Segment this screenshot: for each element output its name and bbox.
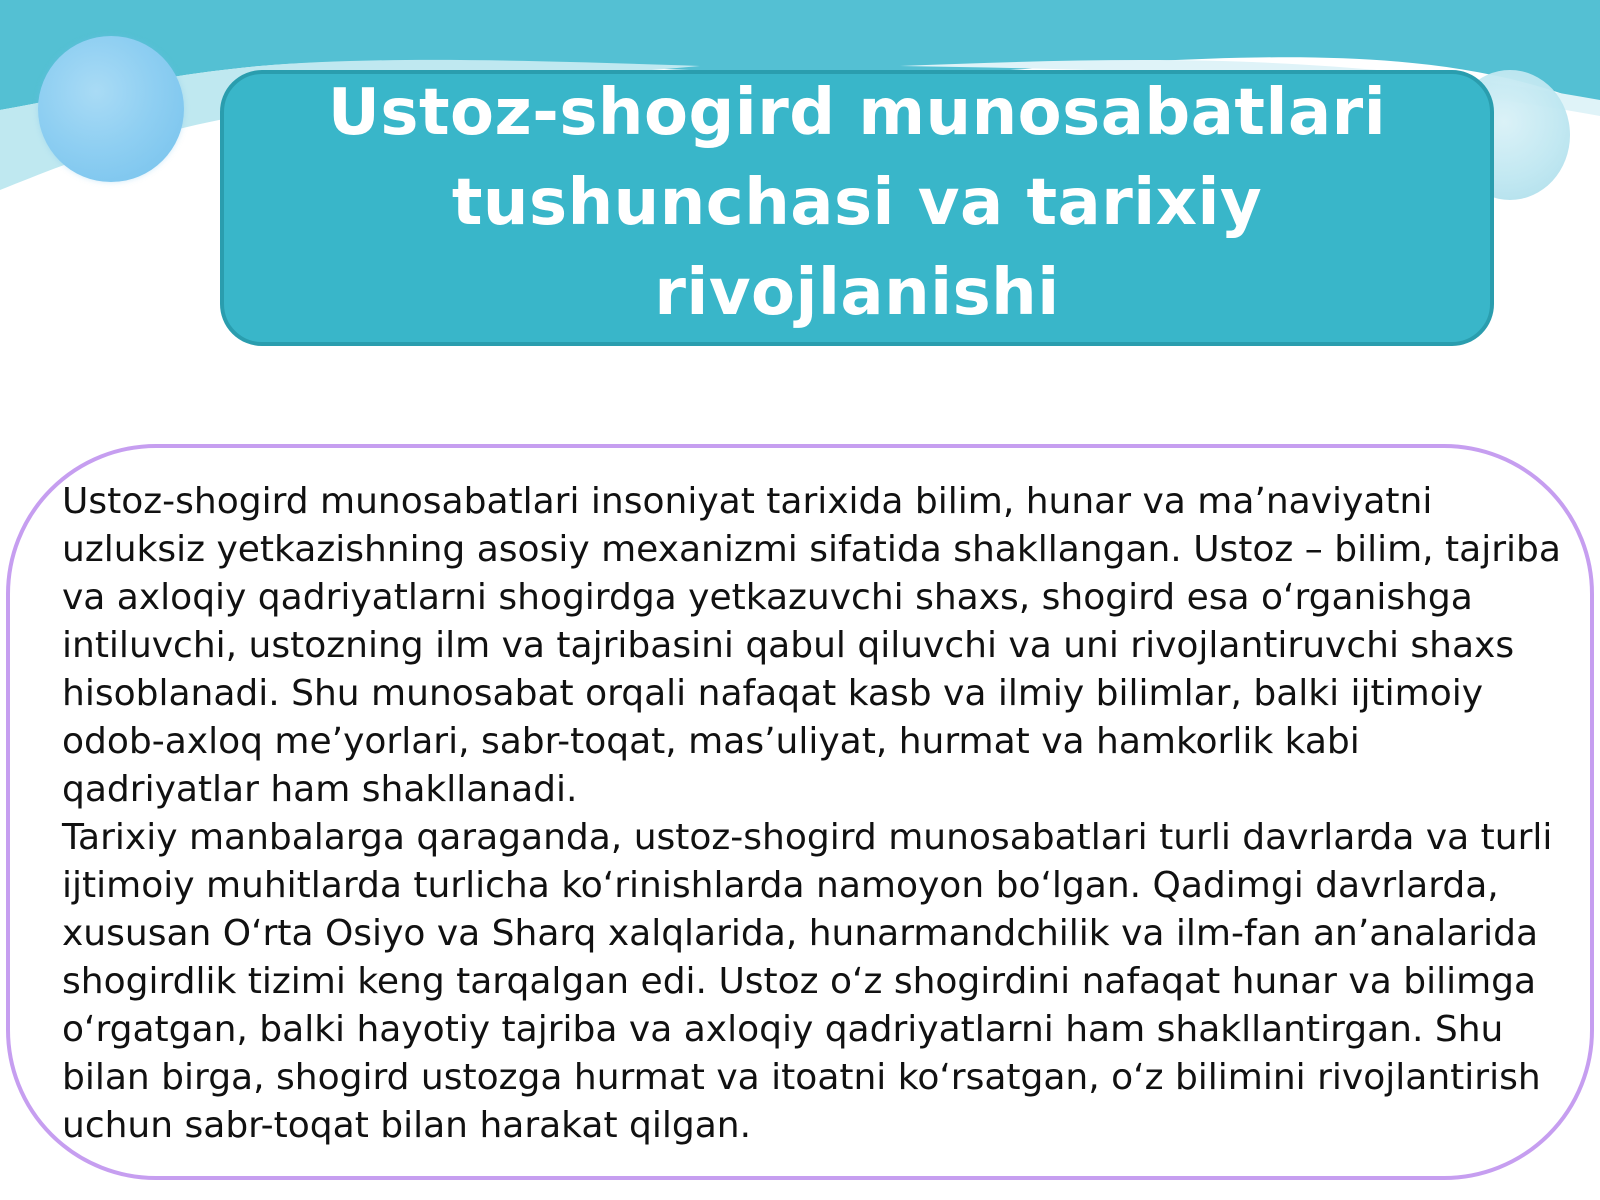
- content-text: [62, 478, 1562, 1150]
- paragraph-1: Ustoz-shogird munosabatlari insoniyat tarixida bilim, hunar va ma’naviyatni uzluksiz yetkazishning asosiy mexanizmi sifatida shakllangan. Ustoz – bilim, tajriba va axloqiy qadriyatlarni shogirdga yetkazuvchi shaxs, shogird esa o‘rganishga intiluvchi, ustozning ilm va tajribasini qabul qiluvchi va uni rivojlantiruvchi shaxs hisoblanadi. Shu munosabat orqali nafaqat kasb va ilmiy bilimlar, balki ijtimoiy odob-axloq me’yorlari, sabr-toqat, mas’uliyat, hurmat va hamkorlik kabi qadriyatlar ham shakllanadi.: [62, 481, 1561, 810]
- content-box: [6, 444, 1594, 1180]
- slide-title: Ustoz-shogird munosabatlari tushunchasi va tarixiy rivojlanishi: [327, 76, 1387, 330]
- paragraph-2: Tarixiy manbalarga qaraganda, ustoz-shogird munosabatlari turli davrlarda va turli ijtimoiy muhitlarda turlicha ko‘rinishlarda namoyon bo‘lgan. Qadimgi davrlarda, xususan O‘rta Osiyo va Sharq xalqlarida, hunarmandchilik va ilm-fan an’analarida shogirdlik tizimi keng tarqalgan edi. Ustoz o‘z shogirdini nafaqat hunar va bilimga o‘rgatgan, balki hayotiy tajriba va axloqiy qadriyatlarni ham shakllantirgan. Shu bilan birga, shogird ustozga hurmat va itoatni ko‘rsatgan, o‘z bilimini rivojlantirish uchun sabr-toqat bilan harakat qilgan.: [62, 817, 1553, 1146]
- left-bubble-decoration: [38, 36, 184, 182]
- slide-title-box: [220, 70, 1494, 346]
